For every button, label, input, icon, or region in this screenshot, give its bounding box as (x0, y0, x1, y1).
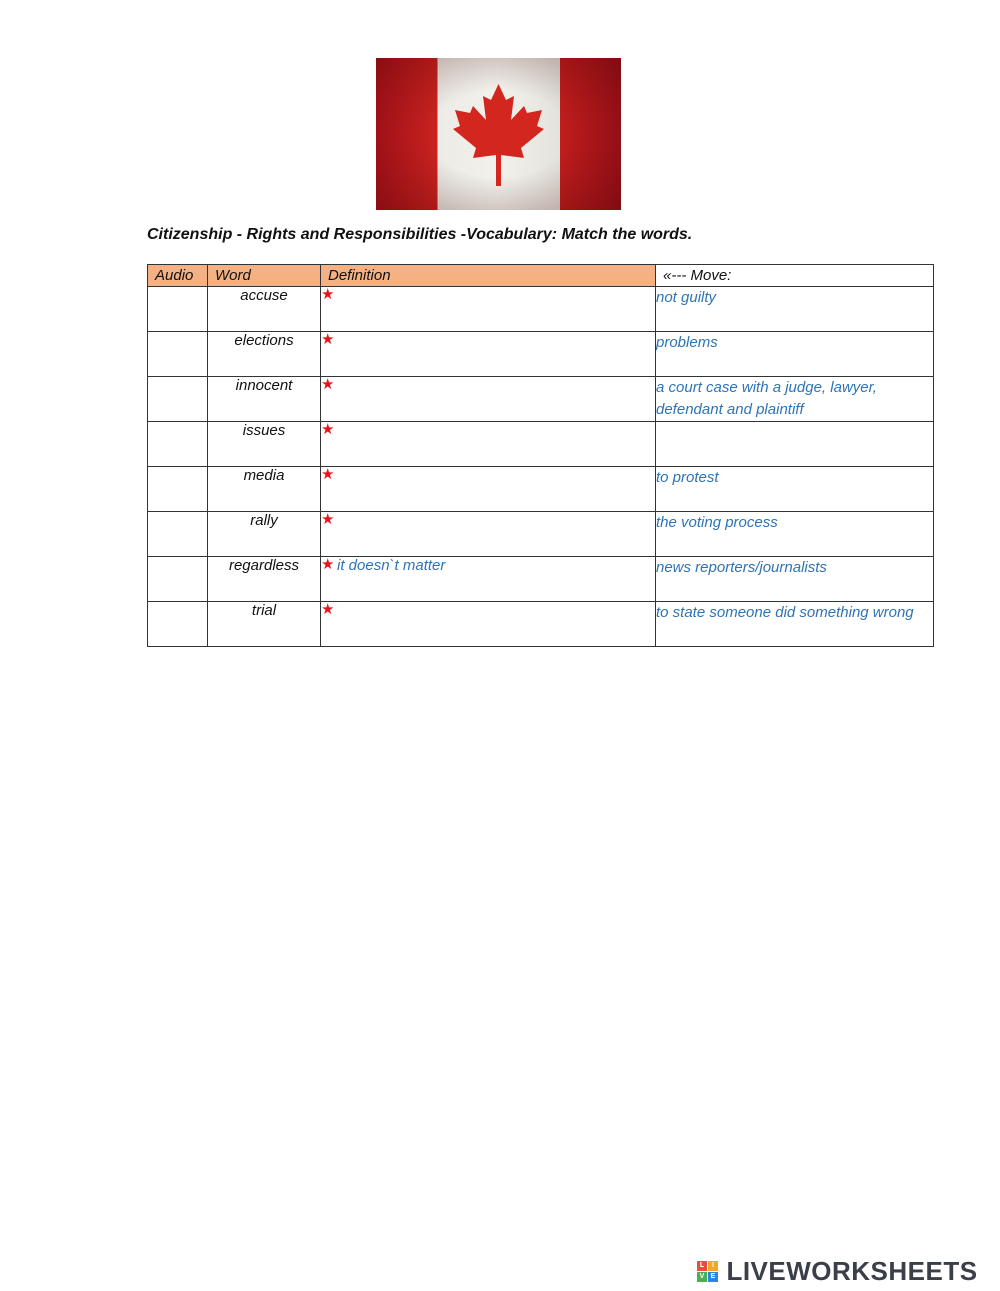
definition-drop-zone[interactable] (321, 332, 656, 377)
draggable-answer[interactable]: to state someone did something wrong (656, 602, 934, 647)
logo-letter: L (697, 1261, 707, 1271)
draggable-answer[interactable]: problems (656, 332, 934, 377)
draggable-answer[interactable]: to protest (656, 467, 934, 512)
word-cell: rally (208, 512, 321, 557)
maple-leaf-icon (376, 58, 621, 210)
table-row (148, 557, 934, 602)
word-cell: accuse (208, 287, 321, 332)
draggable-answer[interactable]: a court case with a judge, lawyer, defendant and plaintiff (656, 377, 934, 422)
star-icon: ★ (321, 421, 335, 438)
word-cell: trial (208, 602, 321, 647)
logo-letter: E (708, 1272, 718, 1282)
definition-drop-zone[interactable] (321, 422, 656, 467)
table-row (148, 467, 934, 512)
table-header-row (148, 265, 934, 287)
word-cell: elections (208, 332, 321, 377)
audio-cell[interactable] (148, 287, 208, 332)
table-row (148, 287, 934, 332)
table-row (148, 377, 934, 422)
definition-drop-zone[interactable] (321, 287, 656, 332)
table-row (148, 602, 934, 647)
star-icon: ★ (321, 286, 335, 303)
logo-letter: I (708, 1261, 718, 1271)
audio-cell[interactable] (148, 377, 208, 422)
header-word: Word (208, 265, 321, 287)
definition-drop-zone[interactable] (321, 557, 656, 602)
liveworksheets-logo (697, 1256, 978, 1286)
audio-cell[interactable] (148, 602, 208, 647)
table-row (148, 512, 934, 557)
table-row (148, 332, 934, 377)
logo-letter: V (697, 1272, 707, 1282)
header-definition: Definition (321, 265, 656, 287)
word-cell: issues (208, 422, 321, 467)
audio-cell[interactable] (148, 557, 208, 602)
draggable-answer[interactable] (656, 422, 934, 467)
vocabulary-table (147, 264, 934, 647)
star-icon: ★ (321, 601, 335, 618)
audio-cell[interactable] (148, 512, 208, 557)
star-icon: ★ (321, 376, 335, 393)
definition-drop-zone[interactable] (321, 602, 656, 647)
canada-flag-image (376, 58, 621, 210)
definition-drop-zone[interactable] (321, 377, 656, 422)
logo-text: LIVEWORKSHEETS (726, 1256, 978, 1286)
audio-cell[interactable] (148, 422, 208, 467)
word-cell: innocent (208, 377, 321, 422)
audio-cell[interactable] (148, 467, 208, 512)
star-icon: ★ (321, 556, 335, 573)
table-row (148, 422, 934, 467)
star-icon: ★ (321, 331, 335, 348)
draggable-answer[interactable]: the voting process (656, 512, 934, 557)
audio-cell[interactable] (148, 332, 208, 377)
definition-text[interactable]: it doesn`t matter (337, 557, 446, 574)
star-icon: ★ (321, 511, 335, 528)
definition-drop-zone[interactable] (321, 467, 656, 512)
word-cell: media (208, 467, 321, 512)
header-audio: Audio (148, 265, 208, 287)
worksheet-title: Citizenship - Rights and Responsibilities -Vocabulary: Match the words. (147, 226, 693, 243)
logo-squares-icon (697, 1261, 719, 1283)
header-move: «--- Move: (656, 265, 934, 287)
draggable-answer[interactable]: not guilty (656, 287, 934, 332)
draggable-answer[interactable]: news reporters/journalists (656, 557, 934, 602)
definition-drop-zone[interactable] (321, 512, 656, 557)
word-cell: regardless (208, 557, 321, 602)
star-icon: ★ (321, 466, 335, 483)
